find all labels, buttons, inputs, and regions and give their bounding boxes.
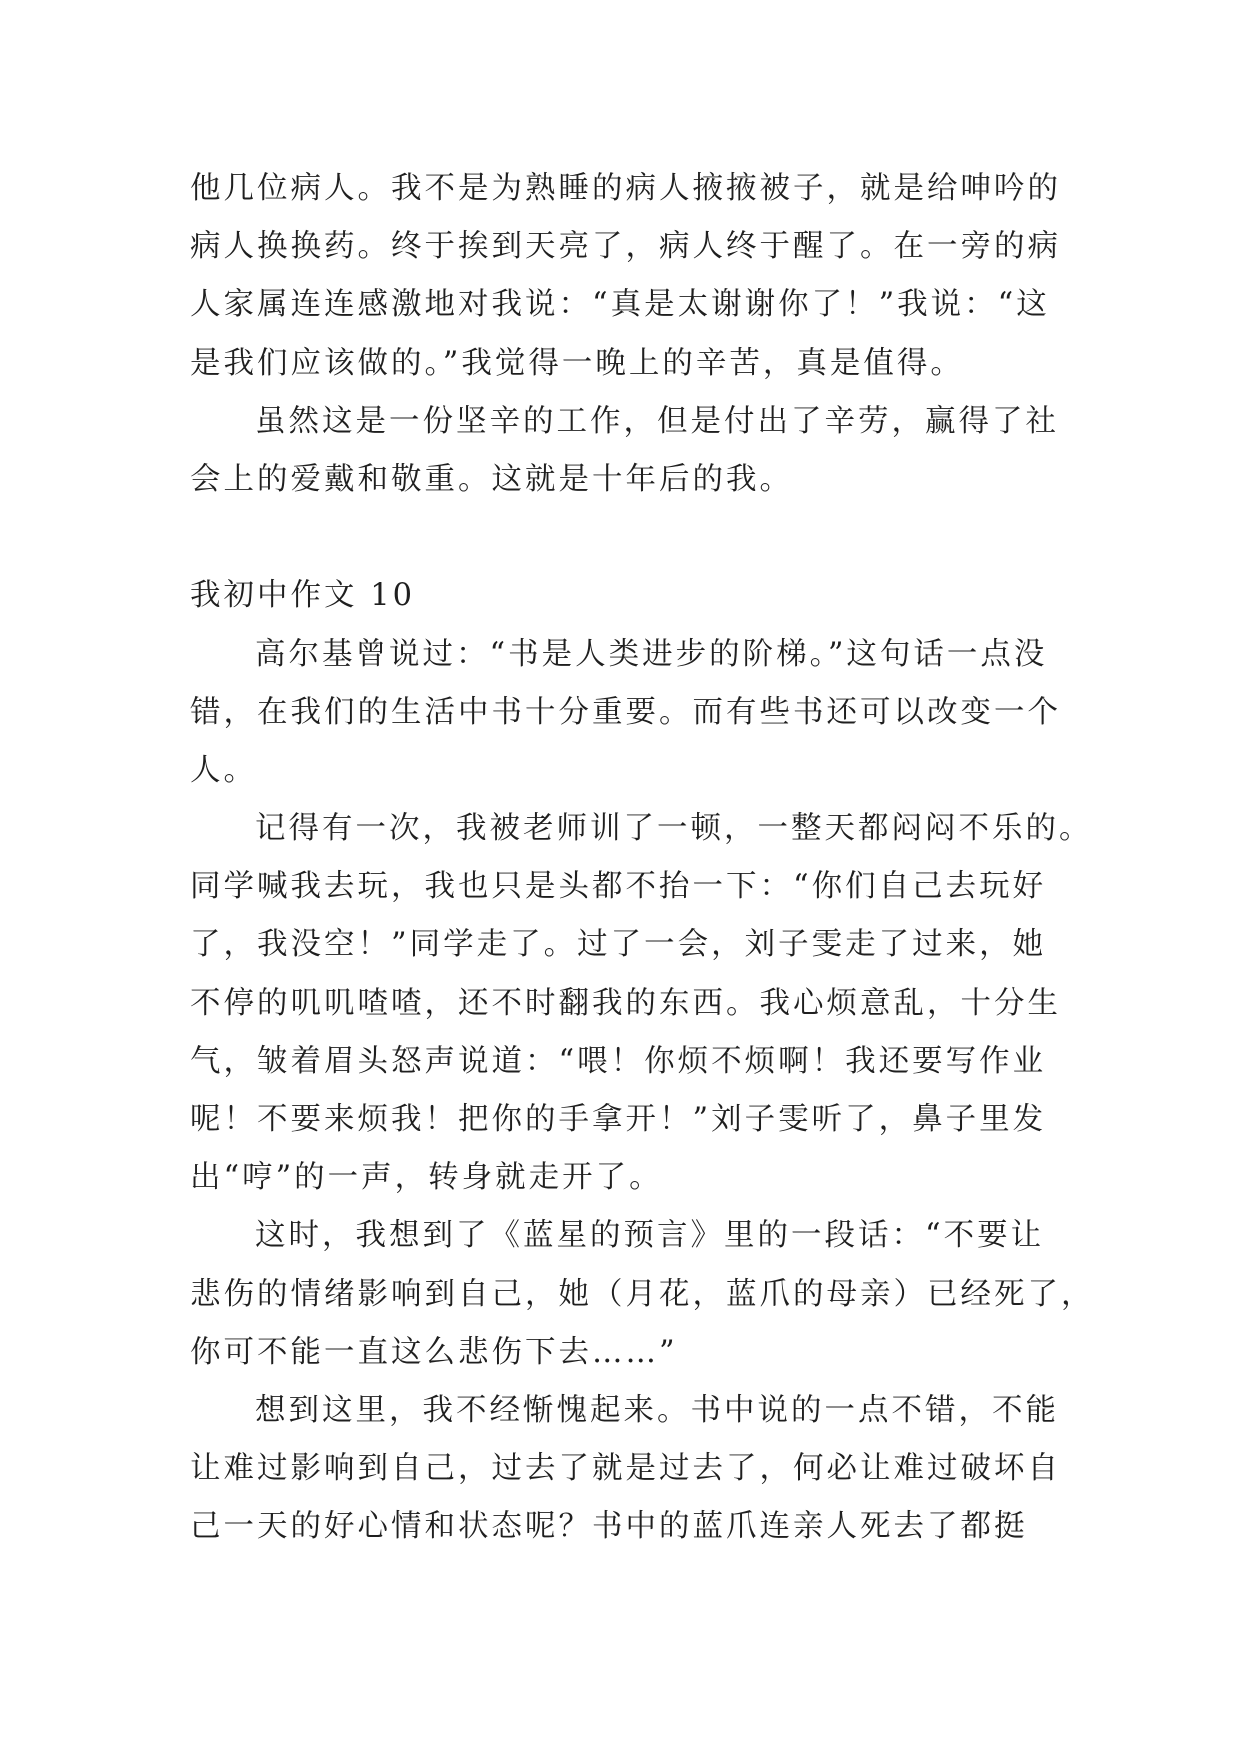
text-line: 病人换换药。终于挨到天亮了，病人终于醒了。在一旁的病 [190,229,1061,265]
text-line: 人家属连连感激地对我说：“真是太谢谢你了！”我说：“这 [190,287,1050,323]
text-line: 虽然这是一份坚辛的工作，但是付出了辛劳，赢得了社 [255,403,1059,439]
text-line: 同学喊我去玩，我也只是头都不抬一下：“你们自己去玩好 [190,869,1047,905]
paragraph [190,393,1059,509]
text-line: 高尔基曾说过：“书是人类进步的阶梯。”这句话一点没 [255,636,1048,672]
section-spacer [190,509,1052,567]
text-line: 不停的叽叽喳喳，还不时翻我的东西。我心烦意乱，十分生 [190,985,1061,1021]
text-line: 想到这里，我不经惭愧起来。书中说的一点不错，不能 [255,1392,1059,1428]
paragraph [190,1382,1061,1557]
text-line: 让难过影响到自己，过去了就是过去了，何必让难过破坏自 [190,1451,1061,1487]
text-line: 错，在我们的生活中书十分重要。而有些书还可以改变一个 [190,694,1061,730]
text-line: 他几位病人。我不是为熟睡的病人掖掖被子，就是给呻吟的 [190,171,1061,206]
paragraph [190,160,1061,393]
text-line: 你可不能一直这么悲伤下去……” [190,1334,678,1370]
text-line: 人。 [190,752,257,788]
section-title [190,567,1052,625]
paragraph [190,1207,1095,1382]
text-line: 了，我没空！”同学走了。过了一会，刘子雯走了过来，她 [190,927,1047,963]
paragraph [190,626,1061,801]
title-line: 我初中作文 10 [190,578,416,614]
text-line: 会上的爱戴和敬重。这就是十年后的我。 [190,461,793,497]
text-line: 是我们应该做的。”我觉得一晚上的辛苦，真是值得。 [190,345,964,381]
text-line: 出“哼”的一声，转身就走开了。 [190,1160,663,1196]
text-line: 记得有一次，我被老师训了一顿，一整天都闷闷不乐的。 [255,811,1093,847]
text-line: 呢！不要来烦我！把你的手拿开！”刘子雯听了，鼻子里发 [190,1102,1047,1137]
text-line: 气，皱着眉头怒声说道：“喂！你烦不烦啊！我还要写作业 [190,1043,1047,1079]
paragraph [190,800,1093,1207]
text-line: 己一天的好心情和状态呢？书中的蓝爪连亲人死去了都挺 [190,1509,1028,1545]
text-line: 悲伤的情绪影响到自己，她（月花，蓝爪的母亲）已经死了， [190,1276,1095,1312]
document-body [190,160,1095,1557]
text-line: 这时，我想到了《蓝星的预言》里的一段话：“不要让 [255,1218,1045,1254]
